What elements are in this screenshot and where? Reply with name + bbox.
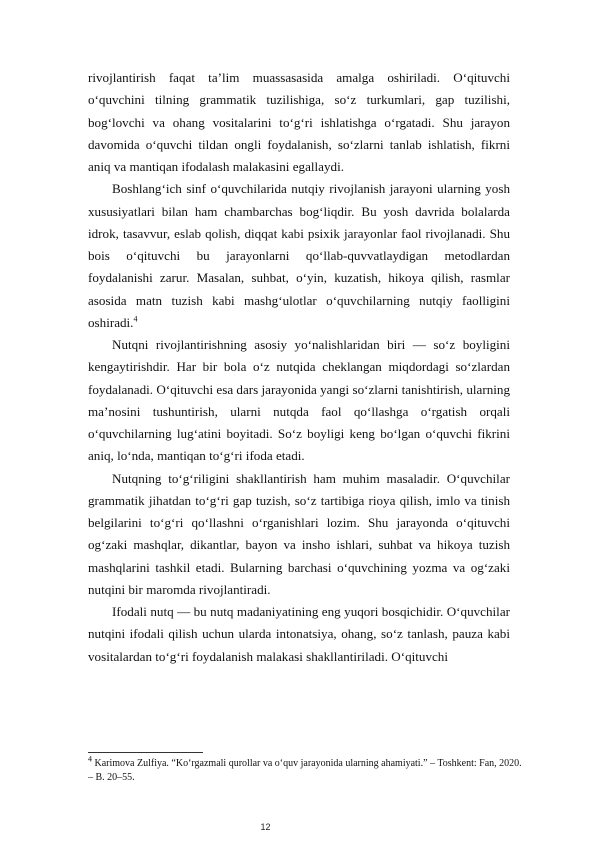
paragraph-3: Nutqni rivojlantirishning asosiy yo‘nalishlaridan biri — so‘z boyligini kengaytirishdir. Har bir bola o‘z nutqida cheklangan miqdordagi so‘zlardan foydalanadi. O‘qituvchi esa dars jarayonida yangi so‘zlarni tanishtirish, ularning ma’nosini tushuntirish, ularni nutqda faol qo‘llashga o‘rgatish orqali o‘quvchilarning lug‘atini boyitadi. So‘z boyligi keng bo‘lgan o‘quvchi fikrini aniq, lo‘nda, mantiqan to‘g‘ri ifoda etadi. — [88, 337, 510, 464]
paragraph-2 — [88, 178, 510, 334]
paragraph-1: rivojlantirish faqat ta’lim muassasasida amalga oshiriladi. O‘qituvchi o‘quvchini tilning grammatik tuzilishiga, so‘z turkumlari, gap tuzilishi, bog‘lovchi va ohang vositalarini to‘g‘ri ishlatishga o‘rgatadi. Shu jarayon davomida o‘quvchi tildan ongli foydalanish, so‘zlarni tanlab ishlatish, fikrni aniq va mantiqan ifodalash malakasini egallaydi. — [88, 70, 510, 174]
page-number-container — [0, 822, 595, 832]
page-number: 12 — [260, 822, 271, 832]
paragraph-2-text: Boshlang‘ich sinf o‘quvchilarida nutqiy rivojlanish jarayoni ularning yosh xususiyatlari bilan ham chambarchas bog‘liqdir. Bu yosh davrida bolalarda idrok, tasavvur, eslab qolish, diqqat kabi psixik jarayonlar faol rivojlanadi. Shu bois o‘qituvchi bu jarayonlarni qo‘llab-quvvatlaydigan metodlardan foydalanishi zarur. Masalan, suhbat, o‘yin, kuzatish, hikoya qilish, rasmlar asosida matn tuzish kabi mashg‘ulotlar o‘quvchilarning nutqiy faolligini oshiradi. — [88, 181, 510, 330]
paragraph-4: Nutqning to‘g‘riligini shakllantirish ham muhim masaladir. O‘quvchilar grammatik jihatdan to‘g‘ri gap tuzish, so‘z tartibiga rioya qilish, imlo va tinish belgilarini to‘g‘ri qo‘llashni o‘rganishlari lozim. Shu jarayonda o‘qituvchi og‘zaki mashqlar, dikantlar, bayon va insho ishlari, suhbat va hikoya tuzish mashqlarini tashkil etadi. Bularning barchasi o‘quvchining yozma va og‘zaki nutqini bir maromda rivojlantiradi. — [88, 470, 510, 597]
footnote — [88, 754, 528, 784]
paragraph-5: Ifodali nutq — bu nutq madaniyatining eng yuqori bosqichidir. O‘quvchilar nutqini ifodali qilish uchun ularda intonatsiya, ohang, so‘z tanlash, pauza kabi vositalardan to‘g‘ri foydalanish malakasi shakllantiriladi. O‘qituvchi — [88, 604, 510, 664]
footnote-separator — [88, 752, 203, 753]
footnote-reference[interactable]: 4 — [133, 314, 138, 324]
footnote-number: 4 — [88, 754, 92, 764]
body-text — [88, 67, 510, 668]
footnote-text: Karimova Zulfiya. “Ko‘rgazmali qurollar va o‘quv jarayonida ularning ahamiyati.” – Toshkent: Fan, 2020. – B. 20–55. — [88, 758, 522, 783]
